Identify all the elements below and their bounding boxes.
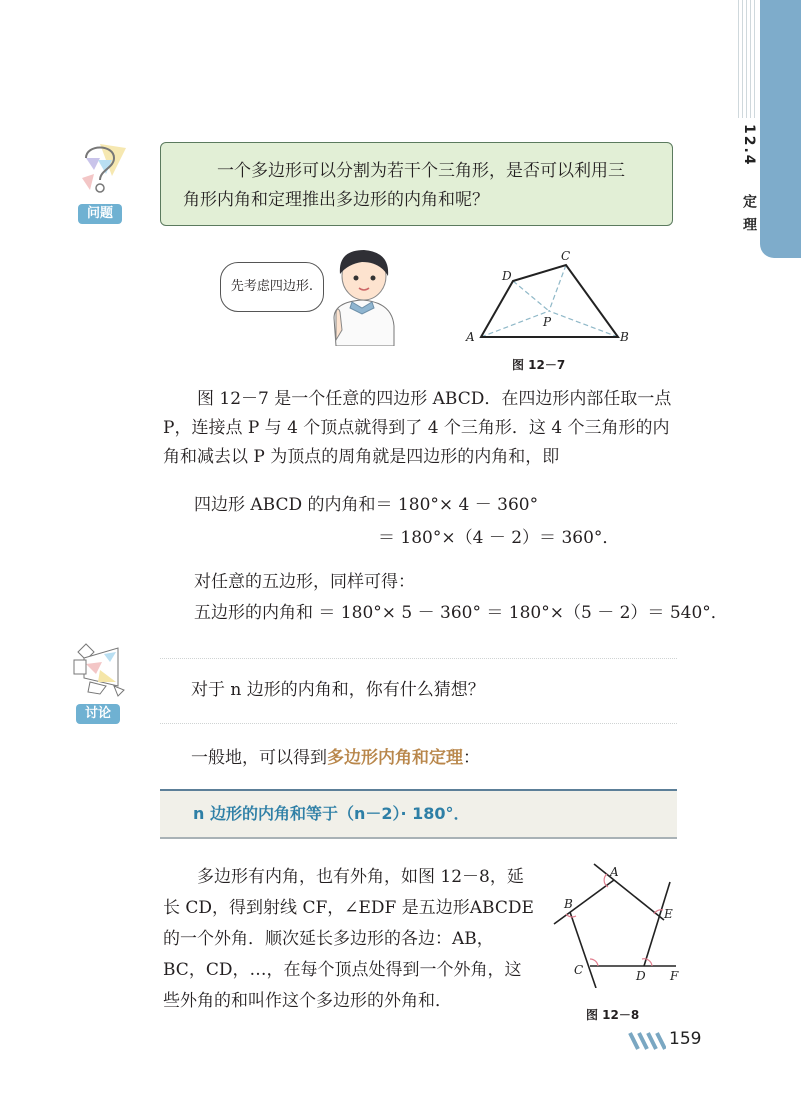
section-number: 12.4 bbox=[741, 124, 757, 167]
para1-line2: P，连接点 P 与 4 个顶点就得到了 4 个三角形．这 4 个三角形的内 bbox=[163, 418, 670, 438]
decorative-lines bbox=[738, 0, 758, 118]
page-number-stripes-icon bbox=[628, 1031, 666, 1051]
chapter-label bbox=[735, 124, 759, 233]
figure-12-7-caption: 图 12－7 bbox=[512, 358, 566, 372]
label-A: A bbox=[610, 865, 619, 879]
problem-badge: 问题 bbox=[78, 204, 122, 224]
para1-line3: 角和减去以 P 为顶点的周角就是四边形的内角和，即 bbox=[163, 447, 560, 467]
label-C: C bbox=[561, 249, 571, 263]
quad-equation-line2: ＝ 180°×（4 － 2）＝ 360°． bbox=[378, 528, 620, 548]
para2-line4: BC，CD，…，在每个顶点处得到一个外角，这 bbox=[163, 960, 522, 980]
discussion-bottom-divider bbox=[160, 723, 677, 724]
label-E: E bbox=[664, 907, 673, 921]
discussion-top-divider bbox=[160, 658, 677, 659]
label-B: B bbox=[564, 897, 573, 911]
theorem-name-highlight: 多边形内角和定理 bbox=[327, 748, 463, 768]
label-C: C bbox=[574, 963, 584, 977]
speech-bubble-text: 先考虑四边形. bbox=[230, 279, 314, 294]
general-prefix: 一般地，可以得到 bbox=[191, 748, 327, 768]
figure-12-7-quadrilateral bbox=[462, 248, 637, 348]
label-D: D bbox=[502, 269, 512, 283]
para2-line5: 些外角的和叫作这个多边形的外角和． bbox=[163, 991, 452, 1011]
speech-bubble bbox=[220, 262, 324, 312]
problem-box bbox=[160, 142, 673, 226]
label-D: D bbox=[636, 969, 646, 983]
paragraph-exterior-angles bbox=[163, 862, 553, 1017]
para1-line1: 图 12－7 是一个任意的四边形 ABCD．在四边形内部任取一点 bbox=[197, 389, 672, 409]
pentagon-equation: 五边形的内角和 ＝ 180°× 5 － 360° ＝ 180°×（5 － 2）＝ 540°． bbox=[194, 603, 728, 623]
para2-line3: 的一个外角．顺次延长多边形的各边：AB， bbox=[163, 929, 494, 949]
label-A: A bbox=[466, 330, 475, 344]
pentagon-intro: 对任意的五边形，同样可得： bbox=[194, 572, 415, 592]
section-title: 定 理 bbox=[741, 194, 757, 234]
label-P: P bbox=[543, 315, 552, 329]
figure-12-8-pentagon bbox=[552, 858, 692, 988]
paragraph-quadrilateral bbox=[163, 385, 683, 472]
general-statement bbox=[191, 744, 480, 773]
problem-text-line1: 一个多边形可以分割为若干个三角形，是否可以利用三 bbox=[217, 161, 625, 181]
problem-icon-group bbox=[72, 140, 128, 224]
para2-line1: 多边形有内角，也有外角，如图 12－8，延 bbox=[197, 867, 524, 887]
chapter-side-tab bbox=[760, 0, 801, 258]
label-F: F bbox=[670, 969, 679, 983]
general-suffix: ： bbox=[463, 748, 480, 768]
theorem-text: n 边形的内角和等于（n－2）· 180°． bbox=[193, 804, 470, 823]
page-number: 159 bbox=[669, 1029, 702, 1049]
discussion-badge: 讨论 bbox=[76, 704, 120, 724]
label-B: B bbox=[620, 330, 629, 344]
problem-text-line2: 角形内角和定理推出多边形的内角和呢？ bbox=[183, 190, 489, 210]
tangram-discussion-icon bbox=[70, 642, 126, 698]
theorem-box bbox=[160, 789, 677, 839]
discussion-question: 对于 n 边形的内角和，你有什么猜想？ bbox=[191, 680, 485, 700]
student-illustration bbox=[322, 246, 404, 346]
para2-line2: 长 CD，得到射线 CF，∠EDF 是五边形ABCDE bbox=[163, 898, 534, 918]
figure-12-8-caption: 图 12－8 bbox=[586, 1008, 640, 1022]
question-mark-icon bbox=[72, 140, 128, 198]
quad-equation-line1: 四边形 ABCD 的内角和＝ 180°× 4 － 360° bbox=[194, 495, 539, 515]
discussion-icon-group bbox=[70, 642, 126, 724]
